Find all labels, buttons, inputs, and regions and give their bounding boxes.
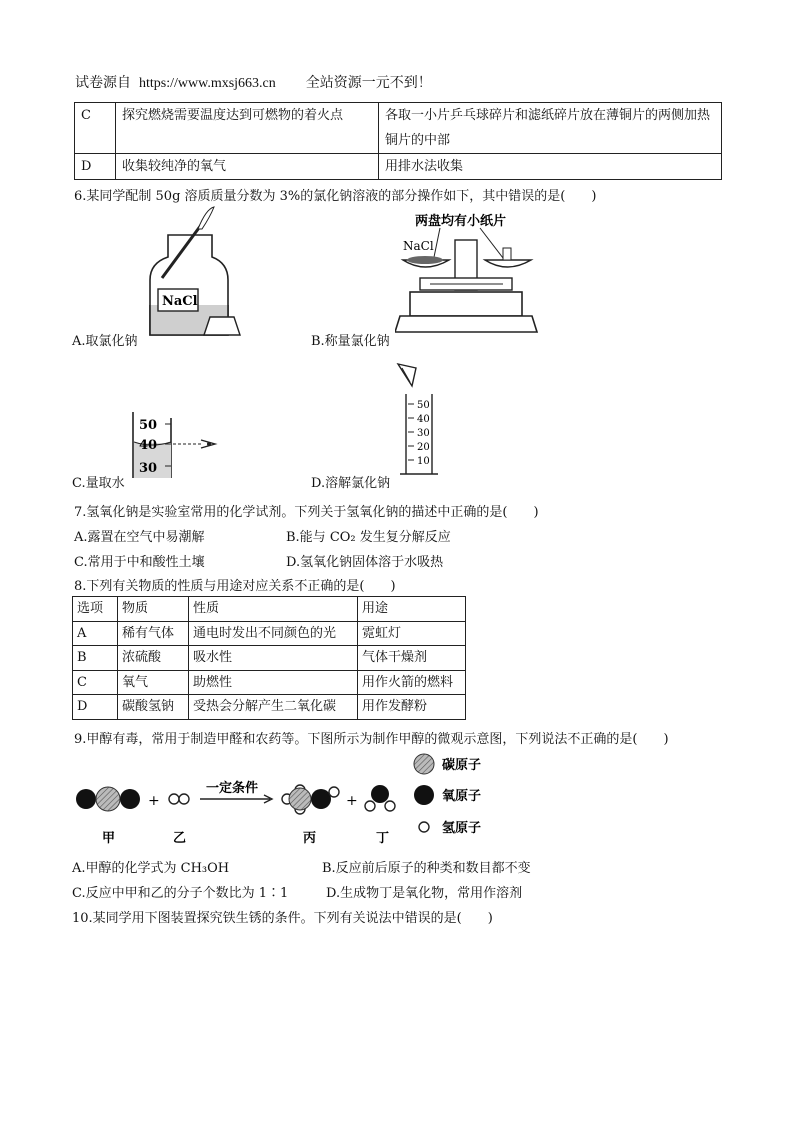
cell: 用作发酵粉 (358, 695, 466, 720)
label-ding: 丁 (376, 831, 390, 846)
graduated-cylinder-figure (390, 362, 450, 480)
reaction-condition: 一定条件 (206, 781, 259, 796)
balance-figure (395, 210, 545, 340)
q9-option-a: A.甲醇的化学式为 CH₃OH (72, 861, 230, 876)
question-7-stem: 7.氢氧化钠是实验室常用的化学试剂。下列关于氢氧化钠的描述中正确的是( ) (74, 505, 539, 520)
col-header: 用途 (358, 597, 466, 622)
label-jia: 甲 (102, 831, 116, 846)
row-label: D (75, 154, 116, 180)
experiment-table (74, 102, 722, 180)
legend-oxygen: 氧原子 (442, 789, 482, 804)
cell: B (73, 646, 118, 671)
cell: 氧气 (118, 670, 189, 695)
q9-option-b: B.反应前后原子的种类和数目都不变 (322, 861, 531, 876)
legend-carbon: 碳原子 (442, 758, 482, 773)
svg-text:+: + (346, 793, 358, 809)
page-header (75, 72, 432, 92)
q6-option-b: B.称量氯化钠 (311, 334, 390, 349)
cylinder-tick-30: 30 (139, 461, 158, 476)
row-purpose: 探究燃烧需要温度达到可燃物的着火点 (116, 103, 379, 154)
table-row (73, 646, 466, 671)
q7-option-d: D.氢氧化钠固体溶于水吸热 (286, 555, 444, 570)
reagent-bottle-figure (140, 205, 250, 340)
grad-tick-10: 10 (417, 456, 430, 467)
table-row (73, 670, 466, 695)
cell: 浓硫酸 (118, 646, 189, 671)
header-promo: 全站资源一元不到！ (305, 75, 432, 91)
oxygen-atom-icon (414, 785, 434, 805)
svg-text:+: + (148, 793, 160, 809)
q7-option-a: A.露置在空气中易潮解 (74, 530, 205, 545)
table-row (73, 695, 466, 720)
table-row (73, 621, 466, 646)
cylinder-tick-50: 50 (139, 418, 158, 433)
hydrogen-atom-icon (419, 822, 429, 832)
question-10-stem: 10.某同学用下图装置探究铁生锈的条件。下列有关说法中错误的是( ) (72, 911, 493, 926)
col-header: 性质 (189, 597, 358, 622)
row-purpose: 收集较纯净的氧气 (116, 154, 379, 180)
table-row (75, 103, 722, 154)
grad-tick-40: 40 (417, 414, 430, 425)
grad-tick-30: 30 (417, 428, 430, 439)
properties-table (72, 596, 466, 720)
col-header: 物质 (118, 597, 189, 622)
q9-option-c: C.反应中甲和乙的分子个数比为 1∶1 (72, 886, 289, 901)
grad-tick-20: 20 (417, 442, 430, 453)
q6-option-c: C.量取水 (72, 476, 125, 491)
q9-option-d: D.生成物丁是氧化物，常用作溶剂 (326, 886, 523, 901)
q6-option-d: D.溶解氯化钠 (311, 476, 391, 491)
measuring-cylinder-figure (125, 410, 225, 480)
row-method: 各取一小片乒乓球碎片和滤纸碎片放在薄铜片的两侧加热铜片的中部 (379, 103, 722, 154)
col-header: 选项 (73, 597, 118, 622)
cell: 气体干燥剂 (358, 646, 466, 671)
cell: 稀有气体 (118, 621, 189, 646)
bottle-label: NaCl (162, 294, 198, 309)
cell: 用作火箭的燃料 (358, 670, 466, 695)
label-yi: 乙 (173, 831, 187, 846)
cell: 受热会分解产生二氧化碳 (189, 695, 358, 720)
table-row (75, 154, 722, 180)
table-header-row (73, 597, 466, 622)
balance-nacl-label: NaCl (403, 239, 434, 253)
cell: 霓虹灯 (358, 621, 466, 646)
label-bing: 丙 (303, 831, 317, 846)
cell: 吸水性 (189, 646, 358, 671)
cell: 助燃性 (189, 670, 358, 695)
question-9-stem: 9.甲醇有毒，常用于制造甲醛和农药等。下图所示为制作甲醇的微观示意图，下列说法不正确的是( ) (74, 732, 669, 747)
legend-hydrogen: 氢原子 (442, 821, 482, 836)
reaction-diagram (70, 752, 500, 852)
balance-note: 两盘均有小纸片 (415, 214, 507, 229)
q7-option-c: C.常用于中和酸性土壤 (74, 555, 205, 570)
question-6-stem: 6.某同学配制 50g 溶质质量分数为 3%的氯化钠溶液的部分操作如下，其中错误的是( ) (74, 189, 597, 204)
grad-tick-50: 50 (417, 400, 430, 411)
cell: D (73, 695, 118, 720)
row-label: C (75, 103, 116, 154)
cylinder-tick-40: 40 (139, 438, 158, 453)
header-source: 试卷源自 (75, 75, 131, 91)
cell: 通电时发出不同颜色的光 (189, 621, 358, 646)
q6-option-a: A.取氯化钠 (72, 334, 138, 349)
cell: 碳酸氢钠 (118, 695, 189, 720)
cell: C (73, 670, 118, 695)
q7-option-b: B.能与 CO₂ 发生复分解反应 (286, 530, 451, 545)
cell: A (73, 621, 118, 646)
header-url[interactable]: https://www.mxsj663.cn (139, 76, 276, 91)
row-method: 用排水法收集 (379, 154, 722, 180)
carbon-atom-icon (414, 754, 434, 774)
question-8-stem: 8.下列有关物质的性质与用途对应关系不正确的是( ) (74, 579, 396, 594)
